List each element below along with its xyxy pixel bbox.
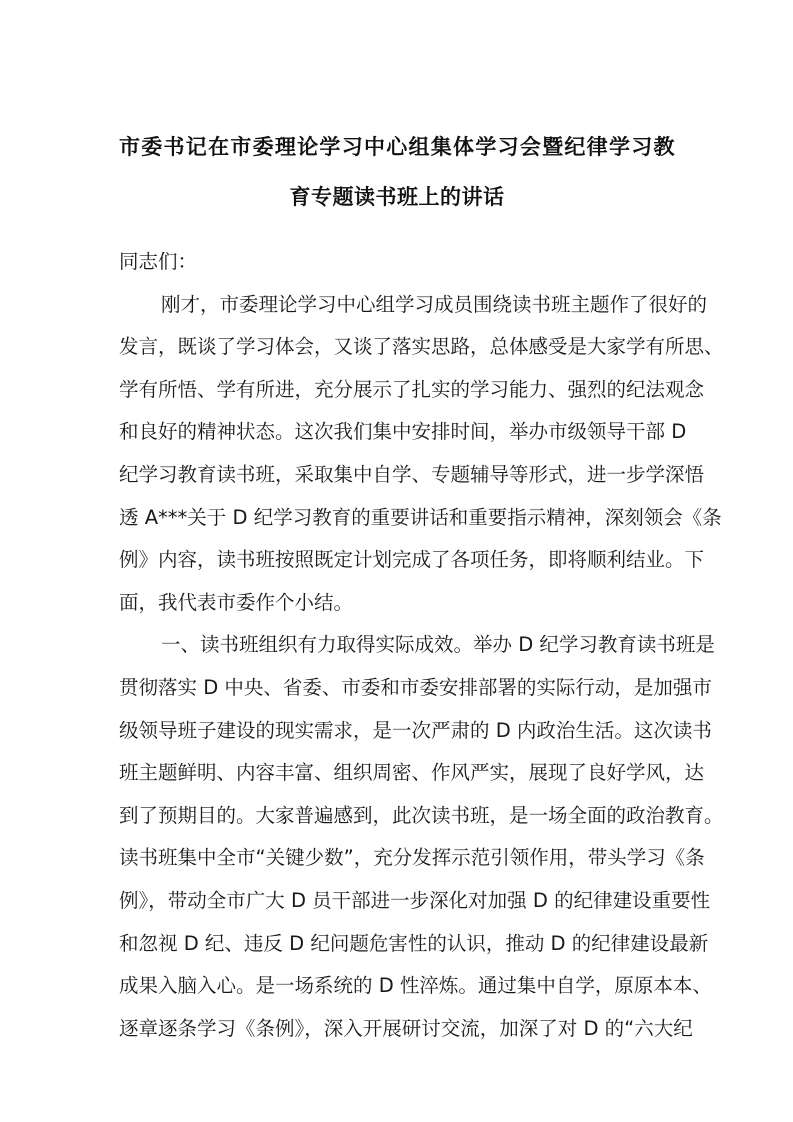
paragraph-line: 纪学习教育读书班，采取集中自学、专题辅导等形式，进一步学深悟 [119, 462, 705, 486]
paragraph-line: 例》，带动全市广大 D 员干部进一步深化对加强 D 的纪律建设重要性 [119, 888, 711, 912]
paragraph-line: 一、读书班组织有力取得实际成效。举办 D 纪学习教育读书班是 [161, 633, 715, 657]
paragraph-line: 学有所悟、学有所进，充分展示了扎实的学习能力、强烈的纪法观念 [119, 377, 705, 401]
paragraph-line: 和忽视 D 纪、违反 D 纪问题危害性的认识，推动 D 的纪律建设最新 [119, 931, 709, 955]
paragraph-line: 成果入脑入心。是一场系统的 D 性淬炼。通过集中自学，原原本本、 [119, 974, 712, 998]
paragraph-line: 发言，既谈了学习体会，又谈了落实思路，总体感受是大家学有所思、 [119, 335, 724, 359]
document-title-line-1: 市委书记在市委理论学习中心组集体学习会暨纪律学习教 [119, 135, 675, 159]
paragraph-2 [119, 631, 724, 1057]
paragraph-line: 刚才，市委理论学习中心组学习成员围绕读书班主题作了很好的 [161, 292, 708, 316]
paragraph-line: 级领导班子建设的现实需求，是一次严肃的 D 内政治生活。这次读书 [119, 718, 712, 742]
paragraph-line: 班主题鲜明、内容丰富、组织周密、作风严实，展现了良好学风，达 [119, 761, 705, 785]
paragraph-line: 面，我代表市委作个小结。 [119, 590, 354, 614]
paragraph-1 [119, 291, 724, 632]
paragraph-line: 逐章逐条学习《条例》，深入开展研讨交流，加深了对 D 的“六大纪 [119, 1016, 693, 1040]
paragraph-line: 读书班集中全市“关键少数”，充分发挥示范引领作用，带头学习《条 [119, 846, 705, 870]
paragraph-line: 和良好的精神状态。这次我们集中安排时间，举办市级领导干部 D [119, 420, 687, 444]
document-title-line-2: 育专题读书班上的讲话 [289, 185, 505, 209]
paragraph-line: 透 A***关于 D 纪学习教育的重要讲话和重要指示精神，深刻领会《条 [119, 505, 722, 529]
salutation: 同志们： [119, 250, 198, 273]
paragraph-line: 到了预期目的。大家普遍感到，此次读书班，是一场全面的政治教育。 [119, 803, 724, 827]
paragraph-line: 贯彻落实 D 中央、省委、市委和市委安排部署的实际行动，是加强市 [119, 675, 712, 699]
document-body [119, 248, 724, 1057]
paragraph-line: 例》内容，读书班按照既定计划完成了各项任务，即将顺利结业。下 [119, 548, 705, 572]
